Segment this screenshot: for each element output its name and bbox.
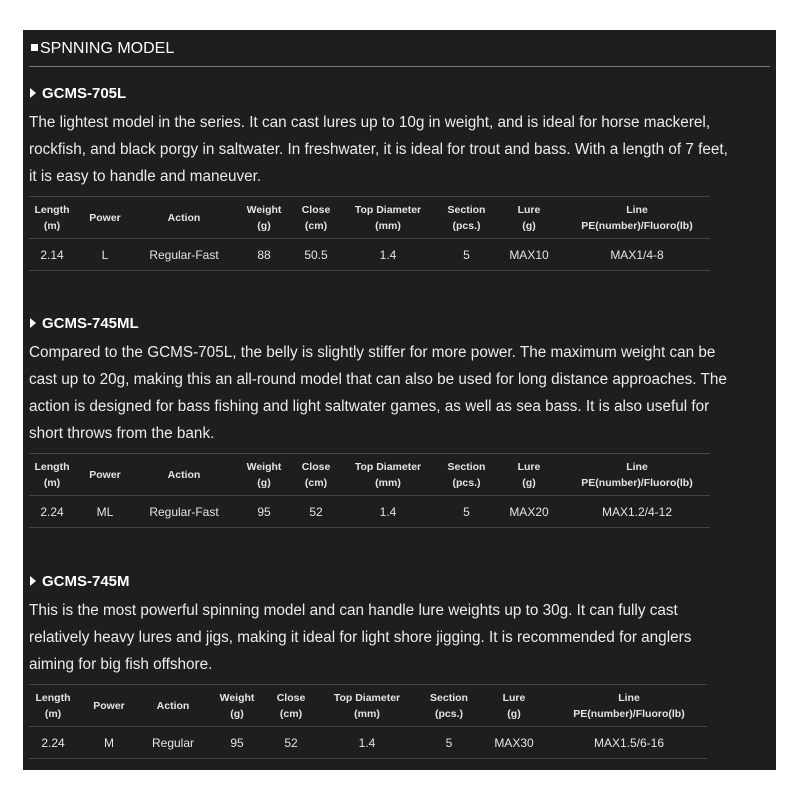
col-close: Close (cm): [295, 197, 337, 239]
model-title: GCMS-745M: [29, 571, 771, 593]
col-section: Section (pcs.): [421, 685, 477, 727]
model-title: GCMS-705L: [29, 83, 771, 105]
col-top-diameter: Top Diameter (mm): [337, 454, 439, 496]
col-power: Power: [75, 197, 135, 239]
col-action: Action: [135, 454, 233, 496]
model-block-2: [29, 313, 771, 528]
col-length: Length (m): [29, 454, 75, 496]
model-block-1: [29, 83, 771, 271]
col-section: Section (pcs.): [439, 197, 494, 239]
spec-header-row: [29, 454, 710, 496]
section-title-text: SPNNING MODEL: [40, 40, 175, 57]
model-block-3: [29, 571, 771, 759]
triangle-bullet-icon: [30, 318, 36, 328]
triangle-bullet-icon: [30, 88, 36, 98]
col-weight: Weight (g): [233, 197, 295, 239]
spec-row: 2.24 M Regular 95 52 1.4 5 MAX30 MAX1.5/6-16: [29, 727, 707, 759]
col-length: Length (m): [29, 685, 77, 727]
triangle-bullet-icon: [30, 576, 36, 586]
col-weight: Weight (g): [233, 454, 295, 496]
spec-header-row: [29, 197, 710, 239]
col-action: Action: [135, 197, 233, 239]
spec-table: [29, 453, 710, 528]
spec-row: 2.14 L Regular-Fast 88 50.5 1.4 5 MAX10 MAX1/4-8: [29, 239, 710, 271]
col-line: Line PE(number)/Fluoro(lb): [551, 685, 707, 727]
col-close: Close (cm): [269, 685, 313, 727]
col-section: Section (pcs.): [439, 454, 494, 496]
col-line: Line PE(number)/Fluoro(lb): [564, 197, 710, 239]
col-length: Length (m): [29, 197, 75, 239]
col-top-diameter: Top Diameter (mm): [313, 685, 421, 727]
col-close: Close (cm): [295, 454, 337, 496]
spec-header-row: [29, 685, 707, 727]
col-lure: Lure (g): [494, 454, 564, 496]
col-weight: Weight (g): [205, 685, 269, 727]
model-title: GCMS-745ML: [29, 313, 771, 335]
section-divider: [29, 66, 770, 67]
model-description: Compared to the GCMS-705L, the belly is slightly stiffer for more power. The maximum weight can be cast up to 20g, making this an all-round model that can also be used for long distance approaches. The action is designed for bass fishing and light saltwater games, as well as sea bass. It is also useful for short throws from the bank.: [29, 344, 727, 442]
spec-panel: [23, 30, 776, 770]
col-top-diameter: Top Diameter (mm): [337, 197, 439, 239]
col-power: Power: [77, 685, 141, 727]
spec-row: 2.24 ML Regular-Fast 95 52 1.4 5 MAX20 MAX1.2/4-12: [29, 496, 710, 528]
model-description: This is the most powerful spinning model and can handle lure weights up to 30g. It can fully cast relatively heavy lures and jigs, making it ideal for light shore jigging. It is recommended for anglers aiming for big fish offshore.: [29, 602, 692, 673]
model-description: The lightest model in the series. It can cast lures up to 10g in weight, and is ideal for horse mackerel, rockfish, and black porgy in saltwater. In freshwater, it is ideal for trout and bass. With a length of 7 feet, it is easy to handle and maneuver.: [29, 114, 728, 185]
spec-table: [29, 684, 707, 759]
col-line: Line PE(number)/Fluoro(lb): [564, 454, 710, 496]
section-title: [31, 40, 174, 58]
col-power: Power: [75, 454, 135, 496]
col-lure: Lure (g): [477, 685, 551, 727]
col-lure: Lure (g): [494, 197, 564, 239]
square-bullet-icon: [31, 44, 38, 51]
col-action: Action: [141, 685, 205, 727]
spec-table: [29, 196, 710, 271]
